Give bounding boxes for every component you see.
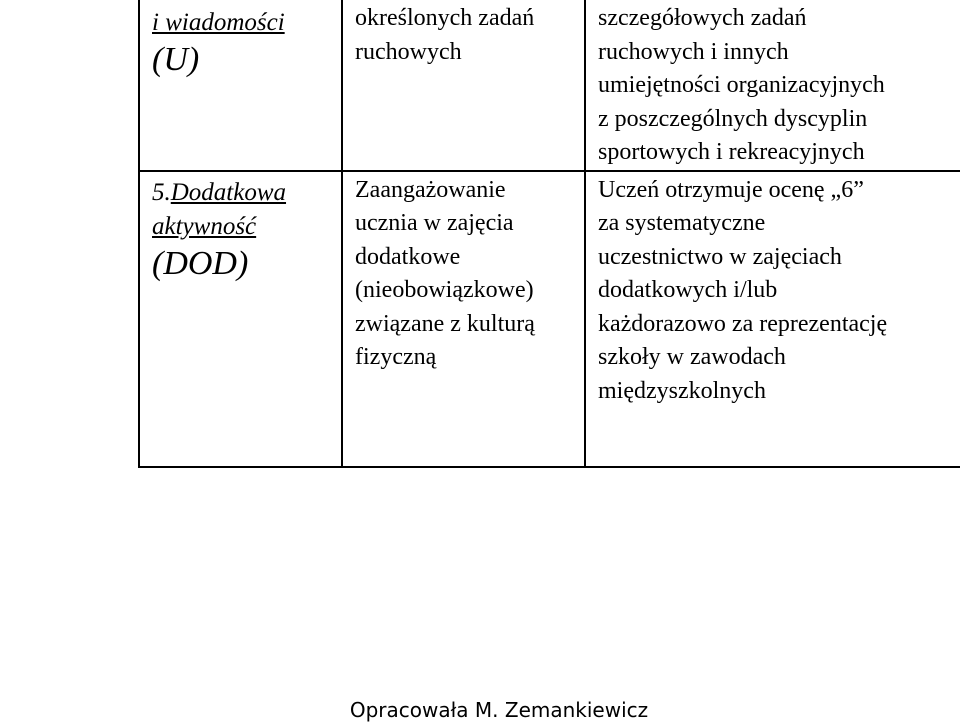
category-title-additional: [152, 176, 341, 210]
requirement-line: związane z kulturą: [355, 310, 535, 337]
category-code-u: (U): [152, 41, 200, 78]
category-title-knowledge: i wiadomości: [152, 9, 285, 36]
criteria-table: [138, 0, 960, 468]
requirement-line: ruchowych: [355, 38, 462, 65]
requirement-cell-additional-activity: [342, 171, 585, 467]
criterion-line: dodatkowych i/lub: [598, 277, 778, 303]
criterion-line: sportowych i rekreacyjnych: [598, 139, 865, 165]
criterion-line: umiejętności organizacyjnych: [598, 72, 885, 98]
criterion-cell-knowledge: [585, 0, 960, 171]
criterion-line: szczegółowych zadań: [598, 5, 807, 31]
requirement-line: (nieobowiązkowe): [355, 277, 534, 303]
criterion-cell-additional-activity: [585, 171, 960, 467]
requirement-line: ucznia w zajęcia: [355, 210, 514, 236]
criterion-line: z poszczególnych dyscyplin: [598, 105, 868, 132]
requirement-cell-knowledge: [342, 0, 585, 171]
criterion-line: szkoły w zawodach: [598, 344, 786, 370]
requirement-line: określonych zadań: [355, 5, 535, 31]
category-title-line1: Dodatkowa: [170, 178, 287, 206]
criterion-line: Uczeń otrzymuje ocenę „6”: [598, 176, 864, 203]
category-number: 5.: [152, 178, 171, 206]
criterion-line: uczestnictwo w zajęciach: [598, 243, 842, 270]
category-cell-knowledge: [139, 0, 342, 171]
table-row-knowledge: [139, 0, 960, 171]
category-code-dod: (DOD): [152, 244, 249, 282]
criterion-line: międzyszkolnych: [598, 377, 766, 404]
criterion-line: za systematyczne: [598, 210, 766, 236]
category-cell-additional-activity: [139, 171, 342, 467]
category-title-line2: aktywność: [152, 212, 257, 240]
requirement-line: dodatkowe: [355, 243, 461, 270]
criterion-line: ruchowych i innych: [598, 38, 789, 65]
requirement-line: fizyczną: [355, 344, 437, 370]
criterion-line: każdorazowo za reprezentację: [598, 310, 888, 337]
requirement-line: Zaangażowanie: [355, 176, 506, 203]
author-footer: Opracowała M. Zemankiewicz: [349, 698, 649, 722]
table-row-additional-activity: [139, 171, 960, 467]
